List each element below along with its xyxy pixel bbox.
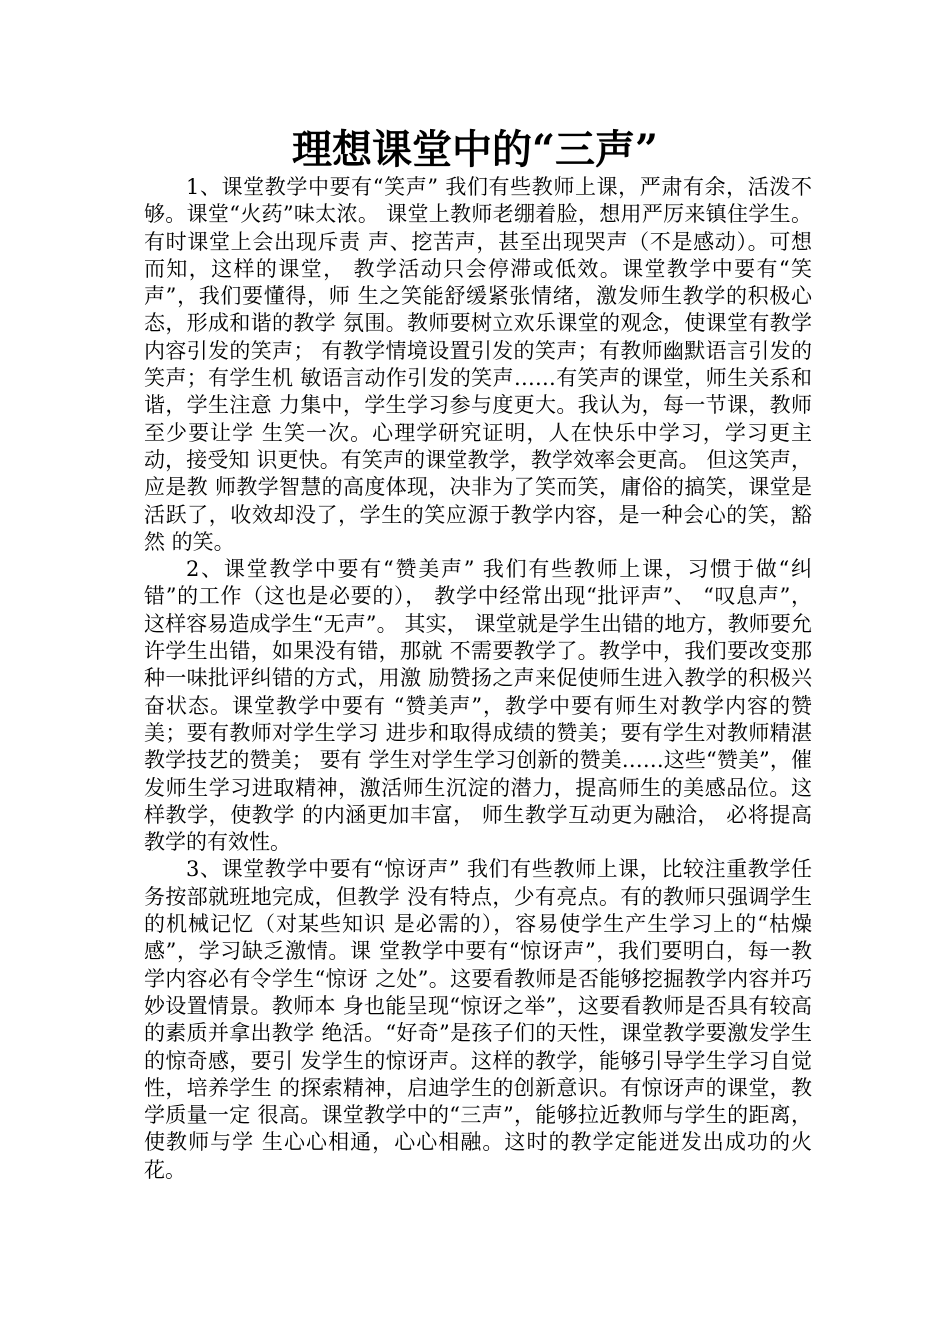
paragraph-surprise: 3、课堂教学中要有“惊讶声” 我们有些教师上课，比较注重教学任务按部就班地完成，但教学 没有特点，少有亮点。有的教师只强调学生的机械记忆（对某些知识 是必需的），容易使学生产生学习上的“枯燥感”，学习缺乏激情。课 堂教学中要有“惊讶声”，我们要明白，每一教学内容必有令学生“惊讶 之处”。这要看教师是否能够挖掘教学内容并巧妙设置情景。教师本 身也能呈现“惊讶之举”，这要看教师是否具有较高的素质并拿出教学 绝活。“好奇”是孩子们的天性，课堂教学要激发学生的惊奇感，要引 发学生的惊讶声。这样的教学，能够引导学生学习自觉性，培养学生 的探索精神，启迪学生的创新意识。有惊讶声的课堂，教学质量一定 很高。课堂教学中的“三声”，能够拉近教师与学生的距离，使教师与学 生心心相通，心心相融。这时的教学定能迸发出成功的火花。 xyxy=(144,857,812,1182)
document-body xyxy=(144,174,812,1184)
paragraph-laughter: 1、课堂教学中要有“笑声” 我们有些教师上课，严肃有余，活泼不够。课堂“火药”味太浓。 课堂上教师老绷着脸，想用严厉来镇住学生。有时课堂上会出现斥责 声、挖苦声，甚至出现哭声（不是感动）。可想而知，这样的课堂， 教学活动只会停滞或低效。课堂教学中要有“笑声”，我们要懂得，师 生之笑能舒缓紧张情绪，激发师生教学的积极心态，形成和谐的教学 氛围。教师要树立欢乐课堂的观念，使课堂有教学内容引发的笑声； 有教学情境设置引发的笑声；有教师幽默语言引发的笑声；有学生机 敏语言动作引发的笑声……有笑声的课堂，师生关系和谐，学生注意 力集中，学生学习参与度更大。我认为，每一节课，教师至少要让学 生笑一次。心理学研究证明，人在快乐中学习，学习更主动，接受知 识更快。有笑声的课堂教学，教学效率会更高。 但这笑声，应是教 师教学智慧的高度体现，决非为了笑而笑，庸俗的搞笑，课堂是活跃了，收效却没了，学生的笑应源于教学内容，是一种会心的笑，豁然 的笑。 xyxy=(144,175,812,554)
document-title: 理想课堂中的“三声” xyxy=(291,126,658,173)
paragraph-praise: 2、课堂教学中要有“赞美声” 我们有些教师上课，习惯于做“纠错”的工作（这也是必要的）， 教学中经常出现“批评声”、 “叹息声”， 这样容易造成学生“无声”。 其实， 课堂就是学生出错的地方，教师要允许学生出错，如果没有错，那就 不需要教学了。教学中，我们要改变那种一味批评纠错的方式，用激 励赞扬之声来促使师生进入教学的积极兴奋状态。课堂教学中要有 “赞美声”，教学中要有师生对教学内容的赞美；要有教师对学生学习 进步和取得成绩的赞美；要有学生对教师精湛教学技艺的赞美； 要有 学生对学生学习创新的赞美……这些“赞美”，催发师生学习进取精神，激活师生沉淀的潜力，提高师生的美感品位。这样教学，使教学 的内涵更加丰富， 师生教学互动更为融洽， 必将提高教学的有效性。 xyxy=(144,557,812,855)
